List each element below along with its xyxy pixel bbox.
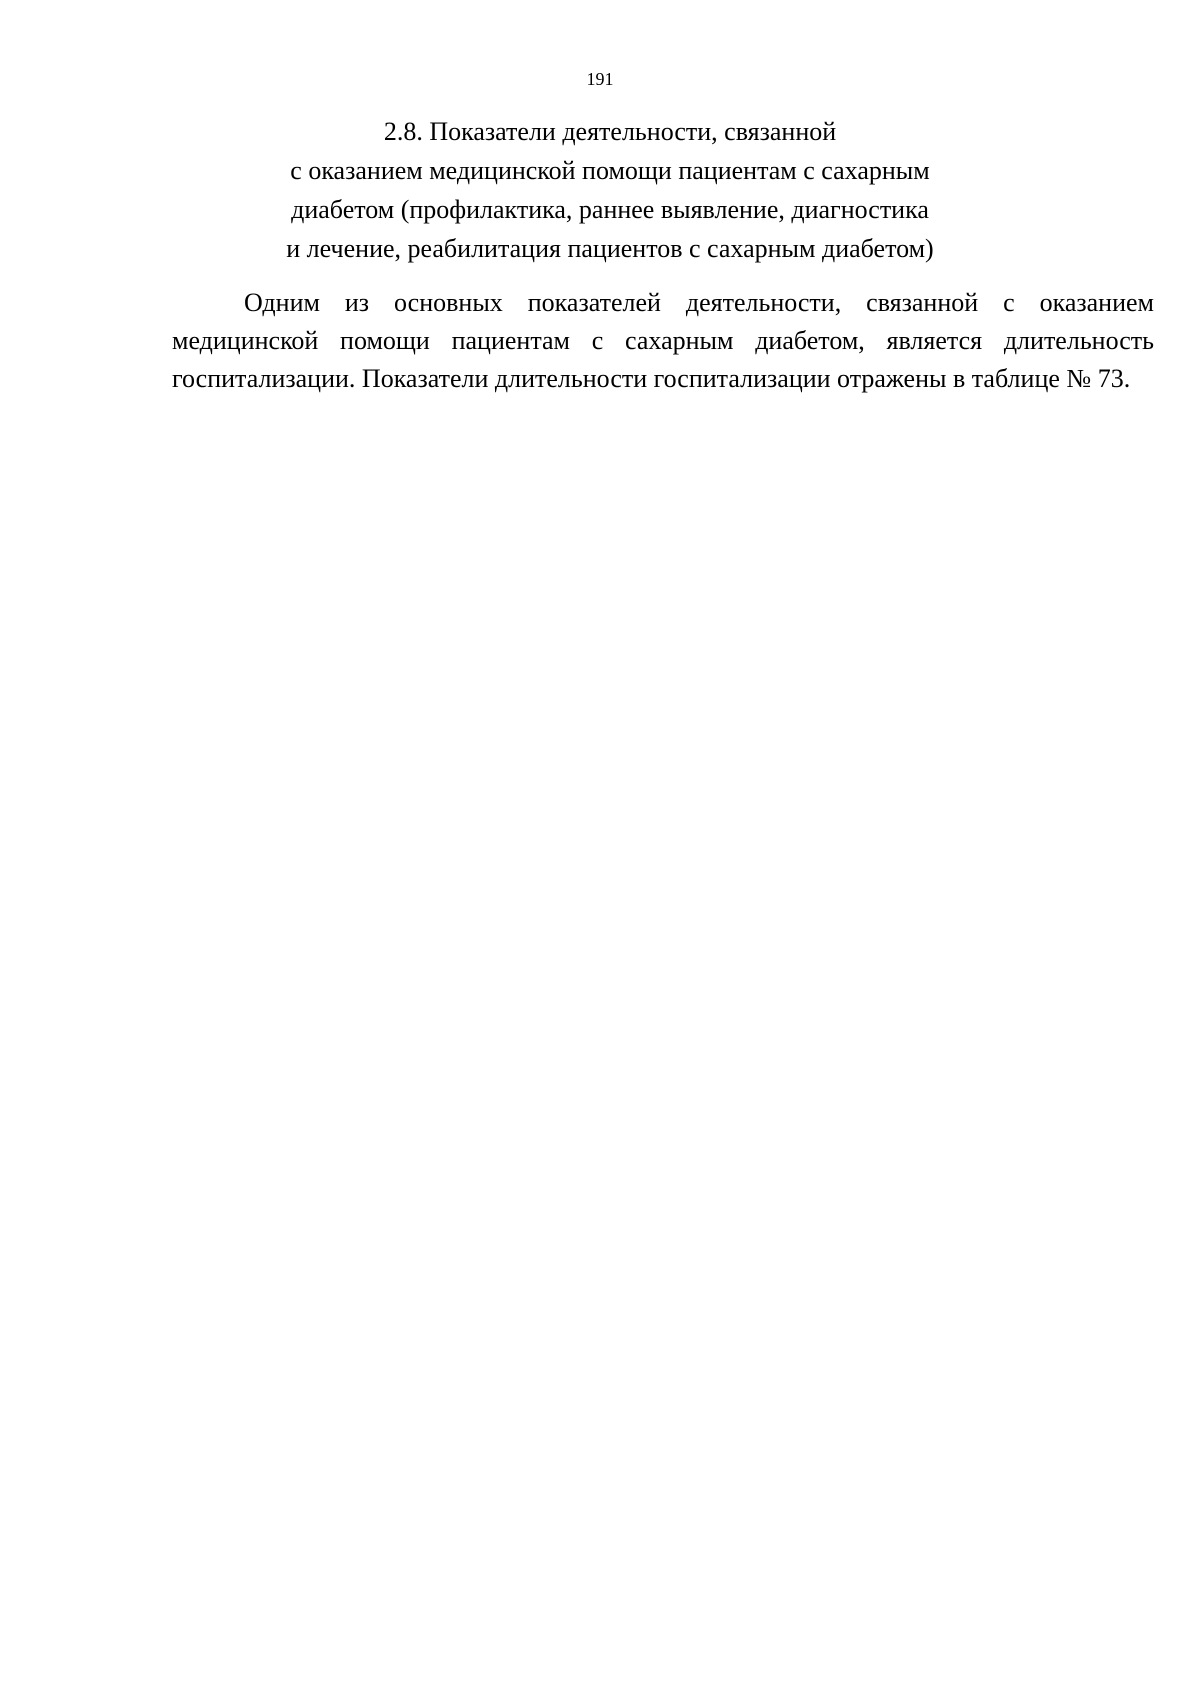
section-title-line: и лечение, реабилитация пациентов с сахарным диабетом) <box>286 234 934 263</box>
body-paragraph: Одним из основных показателей деятельности, связанной с оказанием медицинской помощи пациентам с сахарным диабетом, является длительность госпитализации. Показатели длительности госпитализации отражены в таблице № 73. <box>172 288 1154 393</box>
section-title-line: диабетом (профилактика, раннее выявление, диагностика <box>291 195 929 224</box>
page-number: 191 <box>586 69 614 89</box>
section-title-line: с оказанием медицинской помощи пациентам с сахарным <box>290 156 930 185</box>
section-title-line: 2.8. Показатели деятельности, связанной <box>383 117 837 146</box>
section-title <box>160 112 1060 268</box>
